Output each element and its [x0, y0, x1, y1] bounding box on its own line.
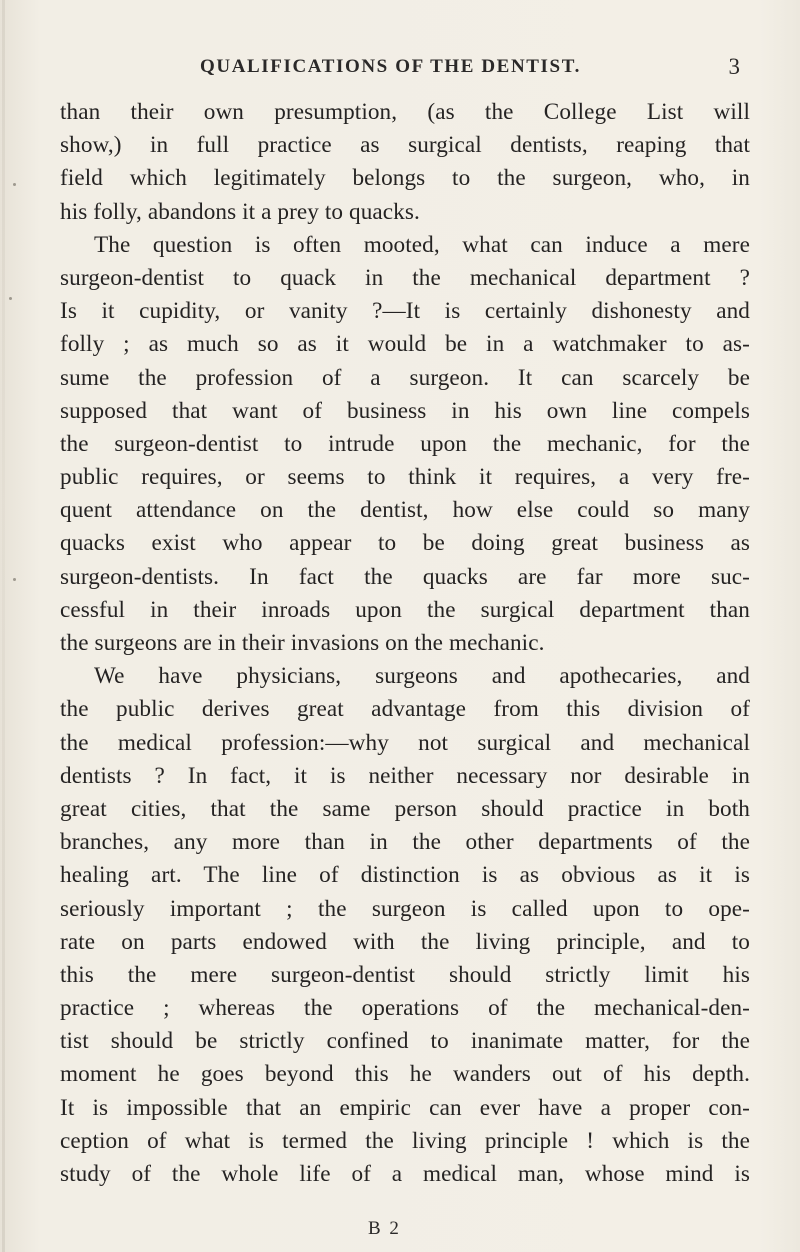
signature-mark: B 2: [368, 1218, 401, 1239]
text-line: cessful in their inroads upon the surgical department than: [60, 596, 750, 623]
text-line: moment he goes beyond this he wanders out of his depth.: [60, 1061, 750, 1088]
body-text: [60, 96, 750, 1191]
text-line: supposed that want of business in his own line compels: [60, 397, 750, 424]
page-edge-shadow: [2, 0, 5, 1252]
text-line: Is it cupidity, or vanity ?—It is certainly dishonesty and: [60, 298, 750, 325]
text-line: quent attendance on the dentist, how else could so many: [60, 497, 750, 524]
text-line: surgeon-dentists. In fact the quacks are far more suc-: [60, 563, 750, 590]
text-line: The question is often mooted, what can induce a mere: [94, 231, 750, 258]
text-line: ception of what is termed the living principle ! which is the: [60, 1127, 750, 1154]
text-line: the surgeon-dentist to intrude upon the mechanic, for the: [60, 430, 750, 457]
margin-speck: [13, 578, 16, 581]
text-line: this the mere surgeon-dentist should strictly limit his: [60, 961, 750, 988]
text-line: quacks exist who appear to be doing great business as: [60, 530, 750, 557]
text-line: sume the profession of a surgeon. It can scarcely be: [60, 364, 750, 391]
text-line: field which legitimately belongs to the surgeon, who, in: [60, 165, 750, 192]
text-line: dentists ? In fact, it is neither necessary nor desirable in: [60, 762, 750, 789]
text-line: rate on parts endowed with the living principle, and to: [60, 928, 750, 955]
text-line: than their own presumption, (as the College List will: [60, 99, 750, 125]
text-line: healing art. The line of distinction is as obvious as it is: [60, 862, 750, 889]
text-line: the medical profession:—why not surgical and mechanical: [60, 729, 750, 756]
text-line: surgeon-dentist to quack in the mechanical department ?: [60, 264, 750, 291]
running-head: QUALIFICATIONS OF THE DENTIST.: [200, 56, 581, 77]
margin-speck: [13, 183, 16, 186]
margin-speck: [9, 297, 12, 300]
text-line: great cities, that the same person should practice in both: [60, 795, 750, 822]
text-line: study of the whole life of a medical man, whose mind is: [60, 1161, 750, 1187]
text-line: branches, any more than in the other departments of the: [60, 829, 750, 856]
text-line: It is impossible that an empiric can ever have a proper con-: [60, 1094, 750, 1121]
text-line: the public derives great advantage from this division of: [60, 696, 750, 723]
text-line: seriously important ; the surgeon is called upon to ope-: [60, 895, 750, 922]
text-line: practice ; whereas the operations of the mechanical-den-: [60, 995, 750, 1022]
text-line: We have physicians, surgeons and apothecaries, and: [94, 663, 750, 690]
text-line: public requires, or seems to think it requires, a very fre-: [60, 464, 750, 491]
text-line: show,) in full practice as surgical dentists, reaping that: [60, 132, 750, 159]
text-line: his folly, abandons it a prey to quacks.: [60, 198, 420, 225]
text-line: folly ; as much so as it would be in a watchmaker to as-: [60, 331, 750, 358]
page-number: 3: [728, 54, 740, 79]
text-line: the surgeons are in their invasions on the mechanic.: [60, 630, 545, 656]
page-header: [60, 56, 760, 86]
text-line: tist should be strictly confined to inanimate matter, for the: [60, 1028, 750, 1055]
